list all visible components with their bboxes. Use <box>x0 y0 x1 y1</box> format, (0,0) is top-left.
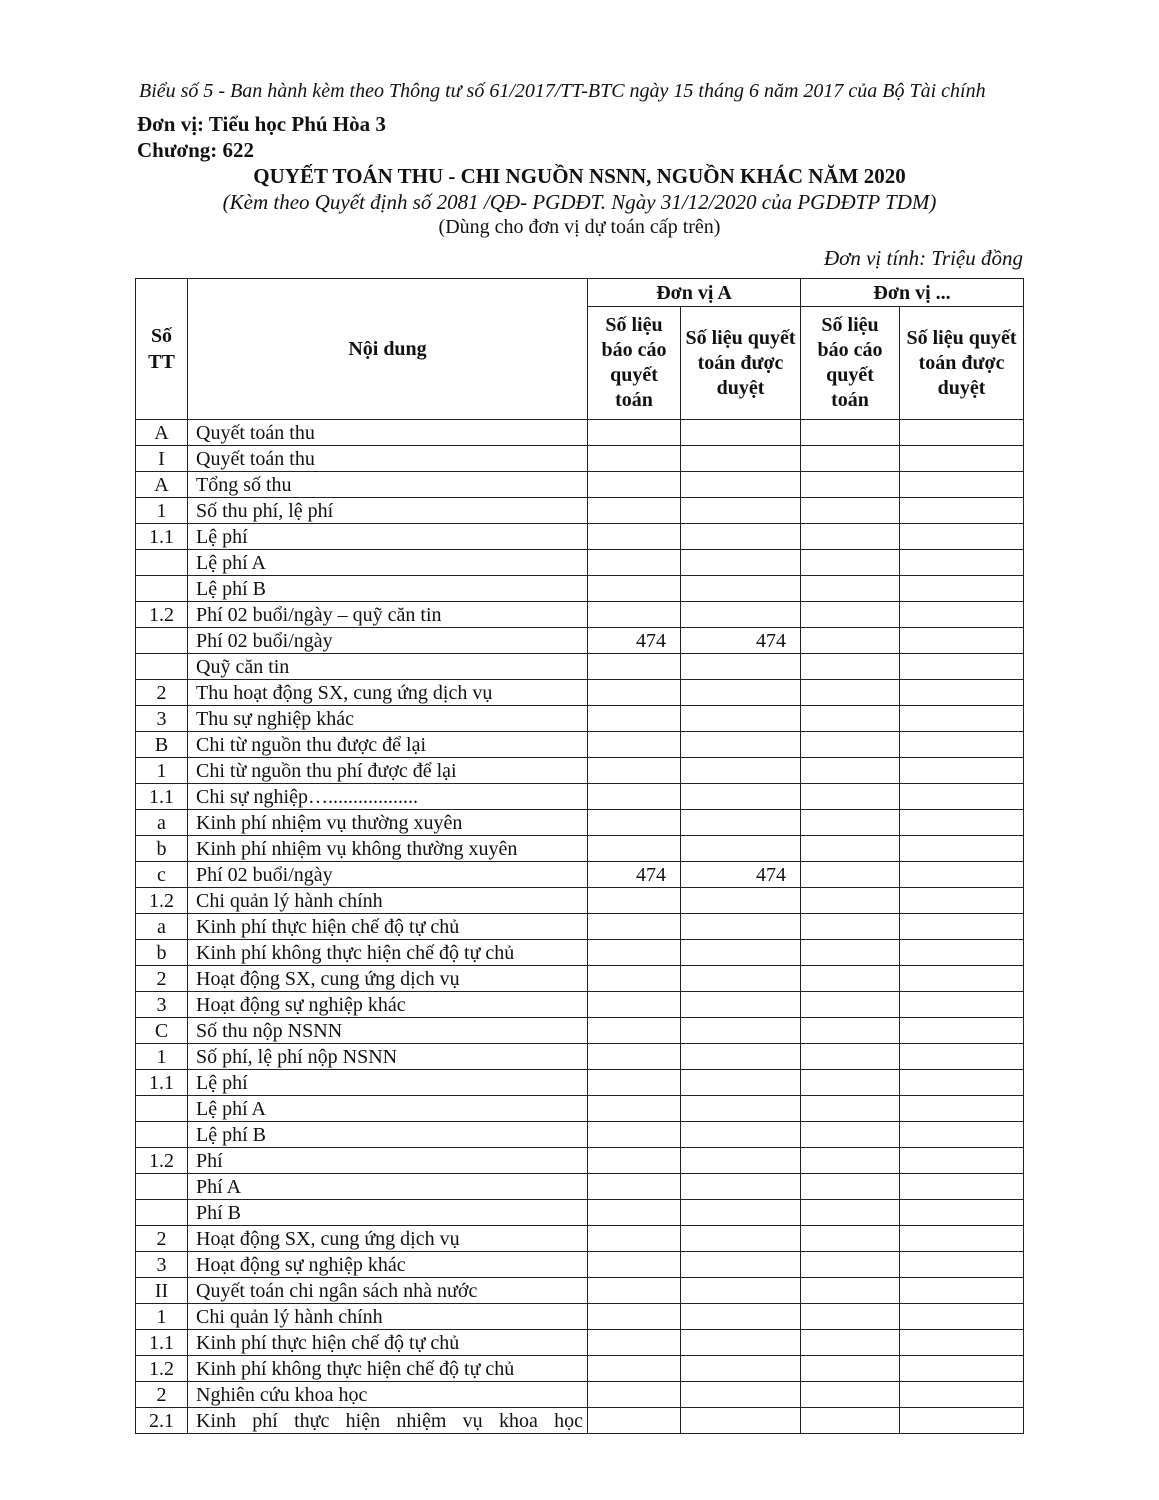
table-row <box>136 1096 1024 1122</box>
cell-b-reported <box>801 1122 900 1148</box>
cell-a-approved <box>681 836 801 862</box>
cell-b-reported <box>801 524 900 550</box>
row-number: b <box>136 836 188 862</box>
cell-b-approved <box>900 1226 1024 1252</box>
cell-b-reported <box>801 1148 900 1174</box>
unit-name: Đơn vị: Tiểu học Phú Hòa 3 <box>137 112 386 136</box>
row-content: Chi từ nguồn thu được để lại <box>188 732 588 758</box>
table-row <box>136 602 1024 628</box>
row-content: Kinh phí không thực hiện chế độ tự chủ <box>188 1356 588 1382</box>
row-number: 1.1 <box>136 524 188 550</box>
cell-b-reported <box>801 1408 900 1434</box>
table-row <box>136 628 1024 654</box>
row-content: Hoạt động sự nghiệp khác <box>188 992 588 1018</box>
row-number: 2 <box>136 1226 188 1252</box>
row-content: Lệ phí B <box>188 1122 588 1148</box>
header-a-reported: Số liệu báo cáo quyết toán <box>588 307 681 420</box>
cell-a-approved <box>681 1200 801 1226</box>
cell-b-approved <box>900 810 1024 836</box>
cell-a-approved <box>681 992 801 1018</box>
row-content: Phí A <box>188 1174 588 1200</box>
cell-a-reported <box>588 732 681 758</box>
header-tt: Số TT <box>136 279 188 420</box>
row-content: Tổng số thu <box>188 472 588 498</box>
row-number <box>136 1122 188 1148</box>
cell-b-approved <box>900 758 1024 784</box>
table-row <box>136 576 1024 602</box>
cell-b-reported <box>801 680 900 706</box>
decision-reference: (Kèm theo Quyết định số 2081 /QĐ- PGDĐT. Ngày 31/12/2020 của PGDĐTP TDM) <box>222 190 937 214</box>
cell-a-approved: 474 <box>681 862 801 888</box>
row-number: 1 <box>136 1044 188 1070</box>
cell-a-reported <box>588 1044 681 1070</box>
unit-of-measure: Đơn vị tính: Triệu đồng <box>823 246 1023 270</box>
cell-b-approved <box>900 654 1024 680</box>
cell-a-reported <box>588 680 681 706</box>
table-row <box>136 680 1024 706</box>
row-number: B <box>136 732 188 758</box>
cell-a-approved <box>681 758 801 784</box>
cell-a-approved <box>681 1382 801 1408</box>
row-content: Chi từ nguồn thu phí được để lại <box>188 758 588 784</box>
table-row <box>136 1200 1024 1226</box>
row-number <box>136 1174 188 1200</box>
table-row <box>136 914 1024 940</box>
cell-b-approved <box>900 914 1024 940</box>
row-content: Hoạt động sự nghiệp khác <box>188 1252 588 1278</box>
cell-a-reported <box>588 888 681 914</box>
cell-b-reported <box>801 602 900 628</box>
table-row <box>136 1226 1024 1252</box>
row-number: 1.1 <box>136 1330 188 1356</box>
cell-b-approved <box>900 1356 1024 1382</box>
cell-a-approved <box>681 550 801 576</box>
form-reference: Biểu số 5 - Ban hành kèm theo Thông tư số 61/2017/TT-BTC ngày 15 tháng 6 năm 2017 của Bộ Tài chính <box>139 80 986 102</box>
header-content: Nội dung <box>188 279 588 420</box>
cell-b-reported <box>801 1044 900 1070</box>
cell-b-approved <box>900 1096 1024 1122</box>
cell-b-reported <box>801 706 900 732</box>
cell-a-reported <box>588 1304 681 1330</box>
cell-b-approved <box>900 992 1024 1018</box>
row-content: Kinh phí nhiệm vụ không thường xuyên <box>188 836 588 862</box>
cell-b-approved <box>900 966 1024 992</box>
table-row <box>136 888 1024 914</box>
cell-a-reported <box>588 940 681 966</box>
table-row <box>136 420 1024 446</box>
cell-b-approved <box>900 680 1024 706</box>
row-number: A <box>136 472 188 498</box>
cell-b-reported <box>801 1252 900 1278</box>
cell-b-reported <box>801 1174 900 1200</box>
row-content: Thu hoạt động SX, cung ứng dịch vụ <box>188 680 588 706</box>
cell-a-approved <box>681 784 801 810</box>
table-header-row <box>136 279 1024 307</box>
cell-a-reported <box>588 1148 681 1174</box>
cell-b-reported <box>801 1304 900 1330</box>
cell-b-approved <box>900 1070 1024 1096</box>
row-number: A <box>136 420 188 446</box>
table-row <box>136 446 1024 472</box>
cell-a-approved <box>681 446 801 472</box>
header-a-approved: Số liệu quyết toán được duyệt <box>681 307 801 420</box>
cell-b-reported <box>801 966 900 992</box>
cell-b-reported <box>801 446 900 472</box>
cell-b-approved <box>900 732 1024 758</box>
chapter-code: Chương: 622 <box>137 138 254 162</box>
cell-b-approved <box>900 1018 1024 1044</box>
cell-a-approved <box>681 1226 801 1252</box>
table-row <box>136 550 1024 576</box>
row-number: b <box>136 940 188 966</box>
cell-a-approved <box>681 1252 801 1278</box>
cell-b-approved <box>900 602 1024 628</box>
cell-b-reported <box>801 836 900 862</box>
cell-b-approved <box>900 1252 1024 1278</box>
table-row <box>136 1252 1024 1278</box>
cell-a-reported <box>588 1252 681 1278</box>
cell-b-approved <box>900 940 1024 966</box>
table-row <box>136 1174 1024 1200</box>
row-number <box>136 550 188 576</box>
cell-a-approved <box>681 576 801 602</box>
row-content: Quyết toán chi ngân sách nhà nước <box>188 1278 588 1304</box>
table-row <box>136 810 1024 836</box>
table-row <box>136 1408 1024 1434</box>
cell-b-approved <box>900 1148 1024 1174</box>
row-content: Quỹ căn tin <box>188 654 588 680</box>
cell-a-reported <box>588 1122 681 1148</box>
row-content: Hoạt động SX, cung ứng dịch vụ <box>188 966 588 992</box>
cell-b-reported <box>801 472 900 498</box>
row-content: Phí <box>188 1148 588 1174</box>
cell-a-reported <box>588 784 681 810</box>
cell-b-reported <box>801 498 900 524</box>
cell-b-approved <box>900 1408 1024 1434</box>
table-row <box>136 758 1024 784</box>
cell-a-approved <box>681 1408 801 1434</box>
cell-b-reported <box>801 1070 900 1096</box>
cell-a-approved <box>681 810 801 836</box>
cell-a-approved <box>681 1330 801 1356</box>
cell-b-reported <box>801 784 900 810</box>
row-number: 1 <box>136 1304 188 1330</box>
cell-b-reported <box>801 732 900 758</box>
row-number: a <box>136 914 188 940</box>
row-number: 2.1 <box>136 1408 188 1434</box>
cell-a-reported <box>588 1174 681 1200</box>
cell-a-reported <box>588 810 681 836</box>
row-number: 1 <box>136 758 188 784</box>
row-content: Lệ phí A <box>188 1096 588 1122</box>
row-content: Chi quản lý hành chính <box>188 1304 588 1330</box>
cell-a-approved <box>681 524 801 550</box>
table-row <box>136 654 1024 680</box>
cell-b-reported <box>801 1278 900 1304</box>
cell-a-reported <box>588 498 681 524</box>
cell-a-reported <box>588 524 681 550</box>
cell-a-reported <box>588 1226 681 1252</box>
cell-b-reported <box>801 1356 900 1382</box>
cell-b-approved <box>900 446 1024 472</box>
row-number: 3 <box>136 992 188 1018</box>
row-content: Phí 02 buổi/ngày <box>188 862 588 888</box>
table-row <box>136 940 1024 966</box>
row-number <box>136 1096 188 1122</box>
cell-a-reported: 474 <box>588 628 681 654</box>
cell-b-approved <box>900 888 1024 914</box>
cell-b-approved <box>900 628 1024 654</box>
cell-a-reported <box>588 1018 681 1044</box>
cell-a-approved <box>681 940 801 966</box>
cell-b-reported <box>801 940 900 966</box>
table-row <box>136 862 1024 888</box>
cell-b-approved <box>900 550 1024 576</box>
table-row <box>136 706 1024 732</box>
cell-b-reported <box>801 758 900 784</box>
table-row <box>136 1044 1024 1070</box>
row-content: Phí 02 buổi/ngày <box>188 628 588 654</box>
cell-a-reported <box>588 420 681 446</box>
row-content: Số phí, lệ phí nộp NSNN <box>188 1044 588 1070</box>
table-row <box>136 472 1024 498</box>
cell-b-approved <box>900 524 1024 550</box>
cell-b-approved <box>900 862 1024 888</box>
usage-note: (Dùng cho đơn vị dự toán cấp trên) <box>438 216 721 238</box>
settlement-table <box>135 278 1024 1434</box>
row-number: 3 <box>136 706 188 732</box>
row-number: 1.1 <box>136 1070 188 1096</box>
cell-a-reported <box>588 654 681 680</box>
row-content: Kinh phí không thực hiện chế độ tự chủ <box>188 940 588 966</box>
cell-b-reported <box>801 1382 900 1408</box>
cell-a-approved <box>681 706 801 732</box>
cell-a-reported <box>588 1382 681 1408</box>
cell-a-approved <box>681 966 801 992</box>
row-number: 1.1 <box>136 784 188 810</box>
cell-b-approved <box>900 420 1024 446</box>
cell-a-approved: 474 <box>681 628 801 654</box>
table-row <box>136 836 1024 862</box>
cell-a-reported <box>588 472 681 498</box>
cell-b-approved <box>900 836 1024 862</box>
cell-a-reported <box>588 914 681 940</box>
cell-b-reported <box>801 1096 900 1122</box>
cell-b-reported <box>801 1018 900 1044</box>
table-row <box>136 1330 1024 1356</box>
cell-b-approved <box>900 576 1024 602</box>
cell-b-reported <box>801 1200 900 1226</box>
row-content: Chi quản lý hành chính <box>188 888 588 914</box>
cell-a-approved <box>681 1096 801 1122</box>
row-content: Kinh phí thực hiện chế độ tự chủ <box>188 1330 588 1356</box>
cell-a-approved <box>681 654 801 680</box>
row-number <box>136 654 188 680</box>
cell-a-reported <box>588 576 681 602</box>
row-content: Lệ phí B <box>188 576 588 602</box>
cell-b-approved <box>900 1044 1024 1070</box>
header-b-approved: Số liệu quyết toán được duyệt <box>900 307 1024 420</box>
cell-b-approved <box>900 1174 1024 1200</box>
row-content: Nghiên cứu khoa học <box>188 1382 588 1408</box>
table-row <box>136 1304 1024 1330</box>
row-content: Kinh phí thực hiện chế độ tự chủ <box>188 914 588 940</box>
row-number <box>136 628 188 654</box>
row-number: 1.2 <box>136 1148 188 1174</box>
cell-a-reported <box>588 992 681 1018</box>
row-content: Phí 02 buổi/ngày – quỹ căn tin <box>188 602 588 628</box>
table-row <box>136 1356 1024 1382</box>
row-number: 1.2 <box>136 888 188 914</box>
cell-a-approved <box>681 914 801 940</box>
document-title: QUYẾT TOÁN THU - CHI NGUỒN NSNN, NGUỒN KHÁC NĂM 2020 <box>253 164 906 188</box>
cell-b-reported <box>801 914 900 940</box>
row-number: 1.2 <box>136 602 188 628</box>
row-content: Kinh phí thực hiện nhiệm vụ khoa học <box>188 1408 588 1434</box>
cell-b-approved <box>900 1122 1024 1148</box>
row-number: C <box>136 1018 188 1044</box>
cell-b-reported <box>801 654 900 680</box>
row-number <box>136 576 188 602</box>
cell-a-approved <box>681 420 801 446</box>
cell-b-approved <box>900 1200 1024 1226</box>
row-number: a <box>136 810 188 836</box>
table-row <box>136 1278 1024 1304</box>
cell-b-reported <box>801 420 900 446</box>
cell-a-reported <box>588 1070 681 1096</box>
cell-a-approved <box>681 1304 801 1330</box>
cell-a-approved <box>681 1148 801 1174</box>
row-number: 1.2 <box>136 1356 188 1382</box>
cell-a-reported <box>588 758 681 784</box>
table-row <box>136 1018 1024 1044</box>
header-group-a: Đơn vị A <box>588 279 801 307</box>
table-row <box>136 732 1024 758</box>
table-row <box>136 784 1024 810</box>
cell-a-reported <box>588 1200 681 1226</box>
row-content: Hoạt động SX, cung ứng dịch vụ <box>188 1226 588 1252</box>
cell-b-reported <box>801 1330 900 1356</box>
cell-a-reported <box>588 1330 681 1356</box>
cell-b-reported <box>801 862 900 888</box>
cell-b-reported <box>801 1226 900 1252</box>
cell-a-reported <box>588 1096 681 1122</box>
cell-a-reported <box>588 550 681 576</box>
row-number <box>136 1200 188 1226</box>
cell-a-reported <box>588 836 681 862</box>
row-number: I <box>136 446 188 472</box>
cell-a-approved <box>681 732 801 758</box>
row-content: Số thu nộp NSNN <box>188 1018 588 1044</box>
cell-a-approved <box>681 472 801 498</box>
row-content: Lệ phí A <box>188 550 588 576</box>
row-number: 1 <box>136 498 188 524</box>
row-content: Chi sự nghiệp….................. <box>188 784 588 810</box>
cell-a-reported <box>588 1356 681 1382</box>
row-number: 3 <box>136 1252 188 1278</box>
cell-b-reported <box>801 888 900 914</box>
table-row <box>136 1148 1024 1174</box>
table-row <box>136 992 1024 1018</box>
table-row <box>136 1122 1024 1148</box>
row-content: Lệ phí <box>188 1070 588 1096</box>
row-number: 2 <box>136 1382 188 1408</box>
table-row <box>136 966 1024 992</box>
table-row <box>136 1070 1024 1096</box>
cell-a-approved <box>681 1018 801 1044</box>
row-number: c <box>136 862 188 888</box>
cell-b-approved <box>900 1304 1024 1330</box>
cell-a-reported <box>588 446 681 472</box>
row-content: Kinh phí nhiệm vụ thường xuyên <box>188 810 588 836</box>
cell-a-reported <box>588 1408 681 1434</box>
cell-b-reported <box>801 628 900 654</box>
cell-b-approved <box>900 498 1024 524</box>
cell-a-approved <box>681 1122 801 1148</box>
cell-b-reported <box>801 992 900 1018</box>
table-row <box>136 524 1024 550</box>
cell-b-approved <box>900 472 1024 498</box>
row-content: Lệ phí <box>188 524 588 550</box>
row-number: 2 <box>136 680 188 706</box>
row-content: Số thu phí, lệ phí <box>188 498 588 524</box>
table-row <box>136 498 1024 524</box>
row-content: Phí B <box>188 1200 588 1226</box>
table-row <box>136 1382 1024 1408</box>
cell-b-approved <box>900 784 1024 810</box>
row-number: II <box>136 1278 188 1304</box>
cell-a-approved <box>681 1044 801 1070</box>
cell-b-reported <box>801 576 900 602</box>
cell-a-reported <box>588 602 681 628</box>
row-content: Thu sự nghiệp khác <box>188 706 588 732</box>
cell-b-approved <box>900 1278 1024 1304</box>
row-number: 2 <box>136 966 188 992</box>
cell-a-reported: 474 <box>588 862 681 888</box>
cell-a-approved <box>681 602 801 628</box>
row-content: Quyết toán thu <box>188 446 588 472</box>
cell-a-reported <box>588 966 681 992</box>
cell-a-approved <box>681 498 801 524</box>
cell-a-approved <box>681 1278 801 1304</box>
cell-a-approved <box>681 1356 801 1382</box>
cell-b-reported <box>801 810 900 836</box>
cell-a-reported <box>588 1278 681 1304</box>
cell-a-approved <box>681 1070 801 1096</box>
cell-b-approved <box>900 1382 1024 1408</box>
header-group-b: Đơn vị ... <box>801 279 1024 307</box>
cell-b-approved <box>900 706 1024 732</box>
cell-a-approved <box>681 680 801 706</box>
cell-b-approved <box>900 1330 1024 1356</box>
header-b-reported: Số liệu báo cáo quyết toán <box>801 307 900 420</box>
row-content: Quyết toán thu <box>188 420 588 446</box>
cell-a-reported <box>588 706 681 732</box>
cell-a-approved <box>681 1174 801 1200</box>
cell-a-approved <box>681 888 801 914</box>
cell-b-reported <box>801 550 900 576</box>
